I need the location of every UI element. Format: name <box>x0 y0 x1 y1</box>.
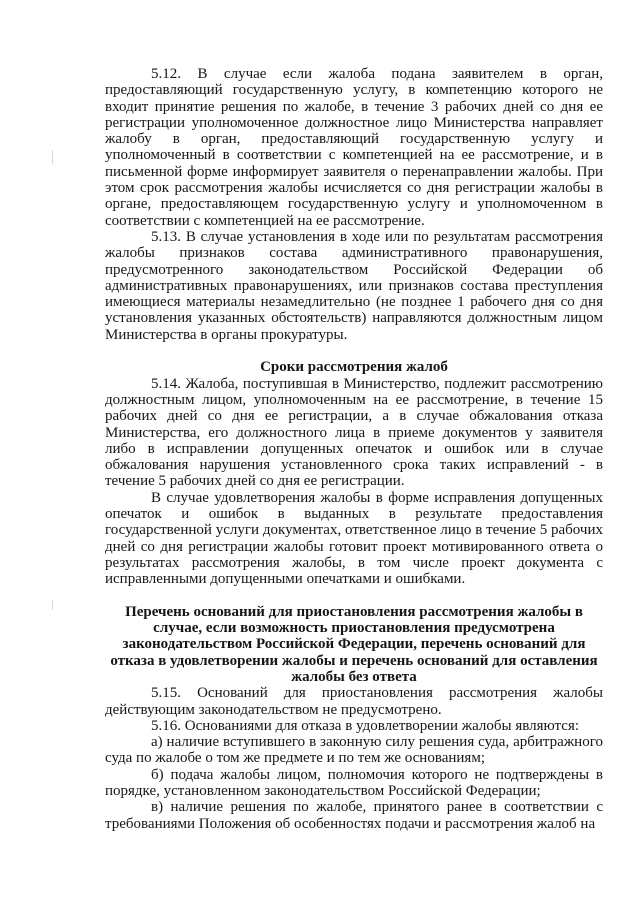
paragraph-5-13: 5.13. В случае установления в ходе или по результатам рассмотрения жалобы признаков состава административного правонарушения, предусмотренного законодательством Российской Федерации об административных правонарушениях, или признаков состава преступления имеющиеся материалы незамедлительно (не позднее 1 рабочего дня со дня установления указанных обстоятельств) направляются должностным лицом Министерства в органы прокуратуры. <box>105 228 603 343</box>
document-page <box>105 66 603 832</box>
paragraph-5-14: 5.14. Жалоба, поступившая в Министерство, подлежит рассмотрению должностным лицом, уполномоченным на ее рассмотрение, в течение 15 рабочих дней со дня ее регистрации, а в случае обжалования отказа Министерства, его должностного лица в приеме документов у заявителя либо в исправлении допущенных опечаток и ошибок или в случае обжалования нарушения установленного срока таких исправлений - в течение 5 рабочих дней со дня ее регистрации. <box>105 375 603 490</box>
scan-margin-mark <box>52 600 53 610</box>
paragraph-5-16: 5.16. Основаниями для отказа в удовлетворении жалобы являются: <box>151 717 580 734</box>
paragraph-5-16-a: а) наличие вступившего в законную силу решения суда, арбитражного суда по жалобе о том же предмете и по тем же основаниям; <box>105 734 603 767</box>
heading-review-terms: Сроки рассмотрения жалоб <box>260 359 448 376</box>
paragraph-5-16-b: б) подача жалобы лицом, полномочия которого не подтверждены в порядке, установленном законодательством Российской Федерации; <box>105 766 603 800</box>
paragraph-5-15: 5.15. Оснований для приостановления рассмотрения жалобы действующим законодательством не предусмотрено. <box>105 685 603 718</box>
heading-grounds-list: Перечень оснований для приостановления рассмотрения жалобы в случае, если возможность приостановления предусмотрена законодательством Российской Федерации, перечень оснований для отказа в удовлетворении жалобы и перечень оснований для оставления жалобы без ответа <box>110 603 598 685</box>
paragraph-5-14-continued: В случае удовлетворения жалобы в форме исправления допущенных опечаток и ошибок в выданных в результате предоставления государственной услуги документах, ответственное лицо в течение 5 рабочих дней со дня регистрации жалобы готовит проект мотивированного ответа о результатах рассмотрения жалобы, в том числе проект документа с исправленными допущенными опечатками и ошибками. <box>105 489 603 588</box>
paragraph-5-12: 5.12. В случае если жалоба подана заявителем в орган, предоставляющий государственную услугу, в компетенцию которого не входит принятие решения по жалобе, в течение 3 рабочих дней со дня ее регистрации уполномоченное должностное лицо Министерства направляет жалобу в орган, предоставляющий государственную услугу и уполномоченный в соответствии с компетенцией на ее рассмотрение, и в письменной форме информирует заявителя о перенаправлении жалобы. При этом срок рассмотрения жалобы исчисляется со дня регистрации жалобы в органе, предоставляющем государственную услугу и уполномоченном в соответствии с компетенцией на ее рассмотрение. <box>105 66 603 229</box>
scan-margin-mark <box>52 150 53 164</box>
paragraph-5-16-c: в) наличие решения по жалобе, принятого ранее в соответствии с требованиями Положения об особенностях подачи и рассмотрения жалоб на <box>105 799 603 832</box>
